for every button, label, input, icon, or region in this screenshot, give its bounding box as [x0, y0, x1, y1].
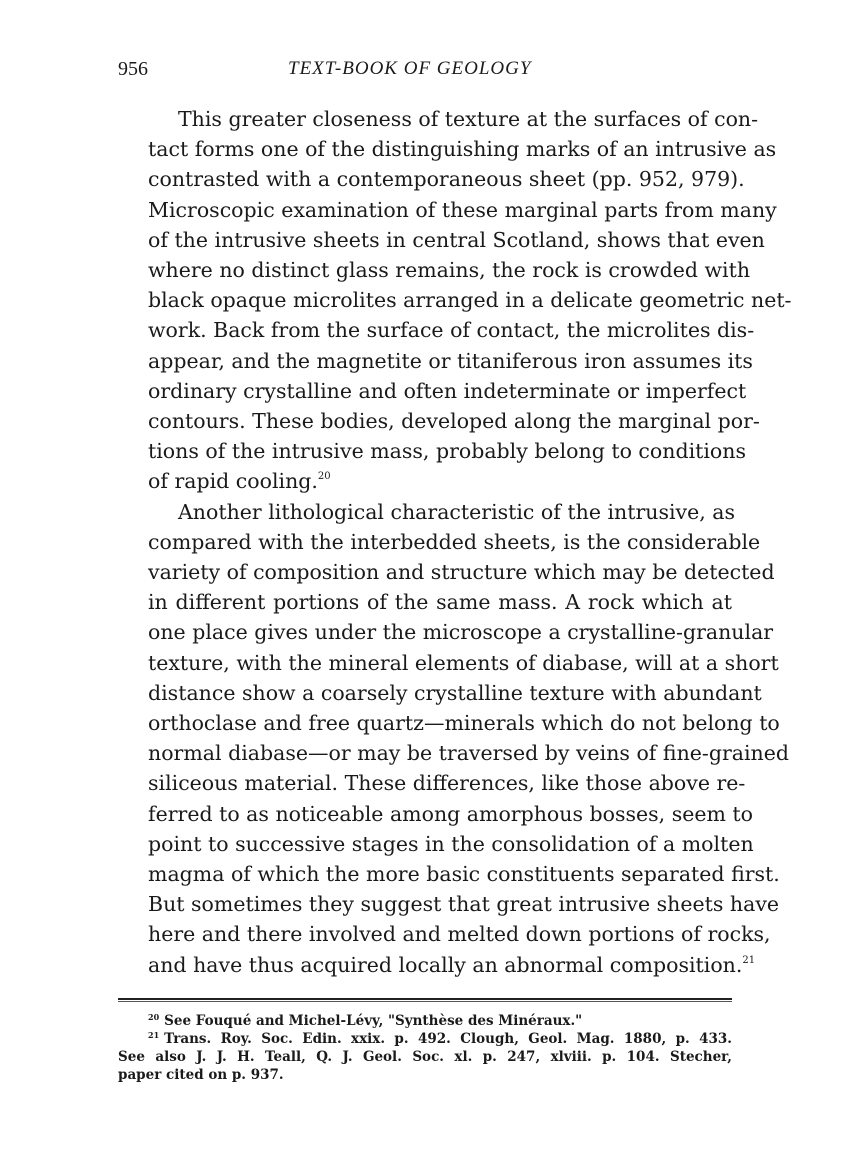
text-line-last — [118, 466, 732, 496]
text-line: compared with the interbedded sheets, is the considerable — [148, 529, 761, 554]
footnote-rule — [118, 998, 732, 1000]
text-line: contrasted with a contemporaneous sheet (pp. 952, 979). — [148, 167, 745, 192]
page-header — [118, 58, 732, 88]
text-line: ferred to as noticeable among amorphous bosses, seem to — [148, 801, 754, 826]
text-line: magma of which the more basic constituents separated first. — [148, 862, 780, 887]
footnotes — [118, 1012, 732, 1084]
text-line: black opaque microlites arranged in a delicate geometric net- — [148, 288, 792, 313]
text-line: But sometimes they suggest that great intrusive sheets have — [148, 892, 780, 917]
text-line: siliceous material. These differences, like those above re- — [148, 771, 746, 796]
text-line: Microscopic examination of these marginal parts from many — [148, 197, 777, 222]
footnote-ref-21[interactable]: 21 — [742, 954, 756, 966]
text-line: contours. These bodies, developed along the marginal por- — [148, 409, 760, 434]
text-line: orthoclase and free quartz—minerals which do not belong to — [148, 711, 780, 736]
text-line: here and there involved and melted down portions of rocks, — [148, 922, 771, 947]
text-line: in different portions of the same mass. A rock which at — [148, 590, 732, 615]
paragraph-2 — [118, 497, 789, 980]
footnote-21-line: See also J. J. H. Teall, Q. J. Geol. Soc. xl. p. 247, xlviii. p. 104. Stecher, — [118, 1049, 732, 1065]
text-line: of rapid cooling. — [148, 469, 318, 494]
text-line: variety of composition and structure which may be detected — [148, 560, 775, 585]
footnote-text: Trans. Roy. Soc. Edin. xxix. p. 492. Clough, Geol. Mag. 1880, p. 433. — [164, 1031, 732, 1047]
text-line: tact forms one of the distinguishing marks of an intrusive as — [148, 137, 777, 162]
footnote-ref-20[interactable]: 20 — [317, 471, 331, 483]
text-line: one place gives under the microscope a crystalline-granular — [148, 620, 774, 645]
text-line: appear, and the magnetite or titaniferous iron assumes its — [148, 348, 753, 373]
footnote-rule-thin — [118, 1001, 732, 1002]
text-line: normal diabase—or may be traversed by veins of fine-grained — [148, 741, 789, 766]
footnote-21 — [118, 1030, 732, 1048]
text-line: This greater closeness of texture at the surfaces of con- — [178, 107, 759, 131]
text-line: Another lithological characteristic of the intrusive, as — [178, 499, 736, 524]
body-text — [118, 104, 792, 980]
text-line: ordinary crystalline and often indeterminate or imperfect — [148, 378, 747, 403]
text-line: tions of the intrusive mass, probably belong to conditions — [148, 439, 746, 464]
text-line: where no distinct glass remains, the rock is crowded with — [148, 258, 751, 283]
text-line: distance show a coarsely crystalline texture with abundant — [148, 680, 762, 705]
text-line: of the intrusive sheets in central Scotland, shows that even — [148, 227, 765, 252]
footnote-text: See Fouqué and Michel-Lévy, "Synthèse des Minéraux." — [164, 1013, 583, 1029]
footnote-number: 20 — [148, 1012, 160, 1022]
footnote-21-line: paper cited on p. 937. — [118, 1067, 284, 1083]
text-line: work. Back from the surface of contact, the microlites dis- — [148, 318, 755, 343]
text-line-last — [118, 950, 756, 980]
paragraph-1 — [118, 104, 792, 497]
footnote-20 — [118, 1012, 732, 1030]
text-line: and have thus acquired locally an abnormal composition. — [148, 952, 743, 977]
footnote-number: 21 — [148, 1030, 160, 1040]
page-number: 956 — [118, 58, 148, 80]
text-line: texture, with the mineral elements of diabase, will at a short — [148, 650, 779, 675]
running-head: TEXT-BOOK OF GEOLOGY — [288, 58, 532, 79]
text-line: point to successive stages in the consolidation of a molten — [148, 831, 754, 856]
